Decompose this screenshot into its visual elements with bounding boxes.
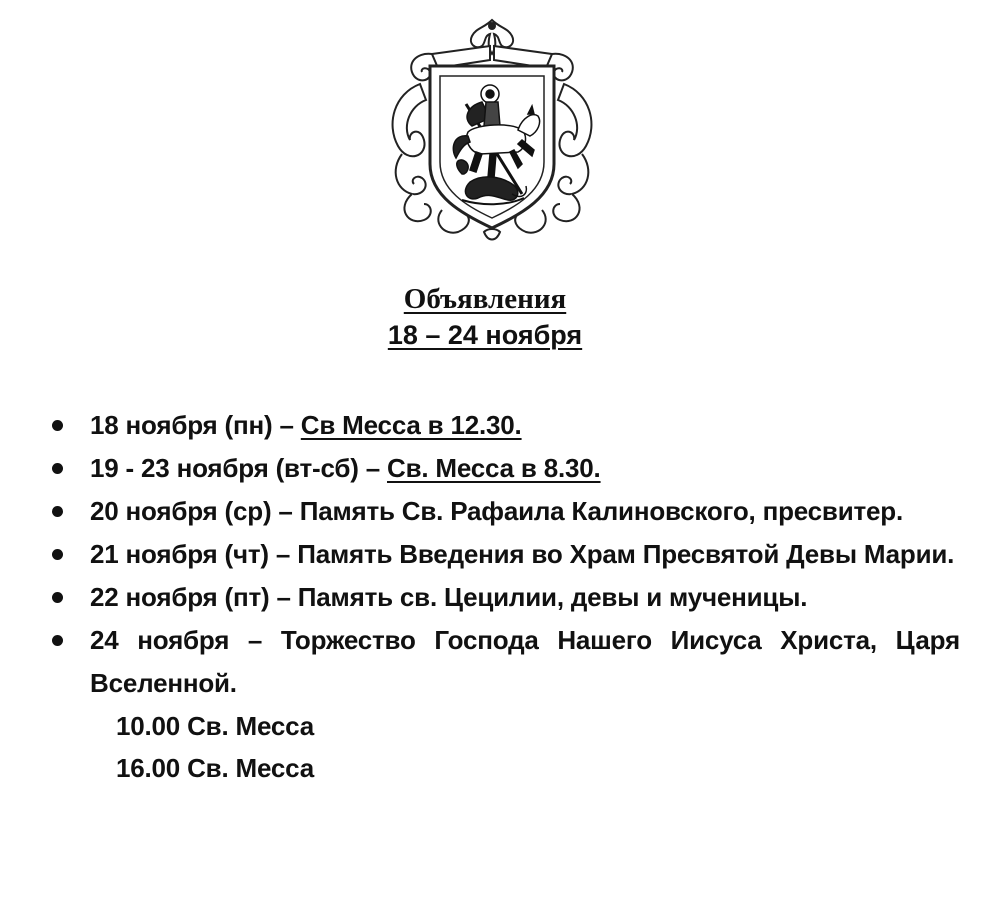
announcement-mass-time: Св. Месса в 8.30. bbox=[387, 453, 601, 483]
header bbox=[0, 282, 970, 354]
announcement-text: 24 ноября – Торжество Господа Нашего Иисуса Христа, Царя Вселенной. bbox=[90, 625, 960, 698]
announcement-list bbox=[48, 404, 960, 789]
bullet-icon bbox=[52, 420, 63, 431]
announcement-item bbox=[48, 490, 960, 533]
announcement-text: 21 ноября (чт) – Память Введения во Храм Пресвятой Девы Марии. bbox=[90, 539, 955, 569]
announcement-item bbox=[48, 404, 960, 447]
bullet-icon bbox=[52, 592, 63, 603]
announcement-date: 19 - 23 ноября (вт-сб) – bbox=[90, 453, 388, 483]
announcement-text: 20 ноября (ср) – Память Св. Рафаила Калиновского, пресвитер. bbox=[90, 496, 903, 526]
announcement-item bbox=[48, 576, 960, 619]
mass-schedule-line: 10.00 Св. Месса bbox=[116, 711, 314, 741]
announcement-text: 22 ноября (пт) – Память св. Цецилии, девы и мученицы. bbox=[90, 582, 808, 612]
bullet-icon bbox=[52, 506, 63, 517]
mass-schedule-line: 16.00 Св. Месса bbox=[116, 753, 314, 783]
announcement-date: 18 ноября (пн) – bbox=[90, 410, 301, 440]
announcement-mass-time: Св Месса в 12.30. bbox=[300, 410, 522, 440]
announcement-item bbox=[48, 533, 960, 576]
announcement-item bbox=[48, 619, 960, 789]
bullet-icon bbox=[52, 549, 63, 560]
bullet-icon bbox=[52, 463, 63, 474]
page-title: Объявления bbox=[403, 283, 567, 315]
announcement-item bbox=[48, 447, 960, 490]
coat-of-arms-icon bbox=[372, 14, 612, 246]
coat-of-arms-svg bbox=[372, 14, 612, 246]
date-range: 18 – 24 ноября bbox=[387, 320, 583, 350]
bullet-icon bbox=[52, 635, 63, 646]
